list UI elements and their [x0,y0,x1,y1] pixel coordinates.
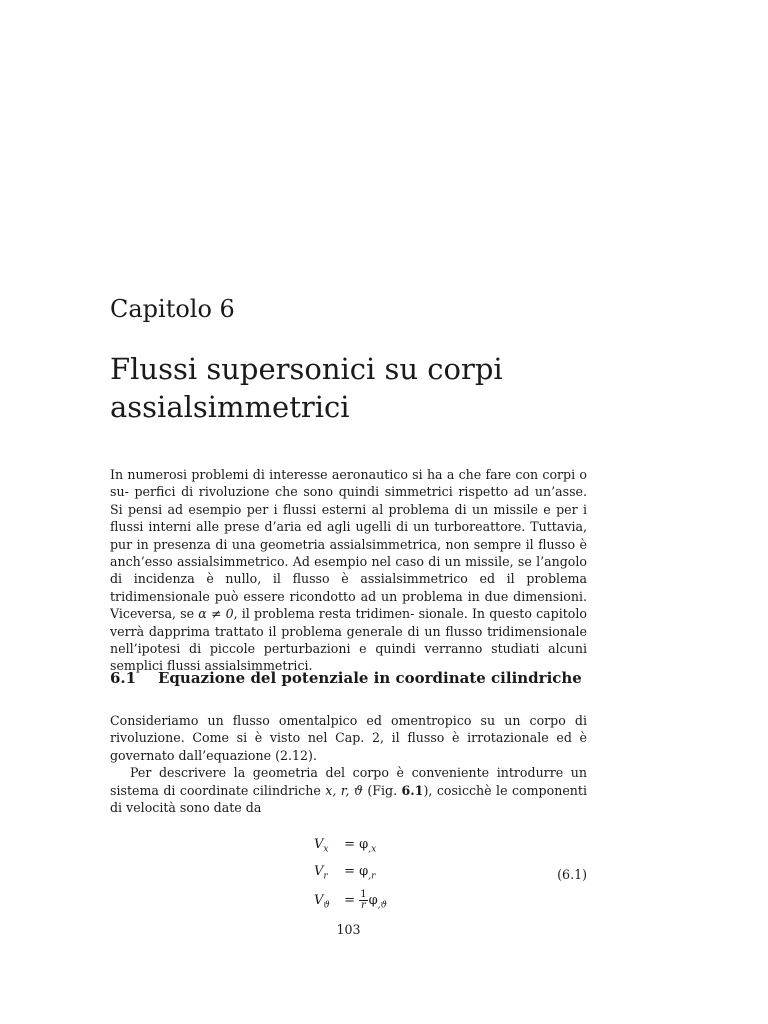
body-paragraph-1: Consideriamo un flusso omentalpico ed omentropico su un corpo di rivoluzione. Come si è visto nel Cap. 2, il flusso è irrotazionale ed è governato dall’equazione (2.12). [110,713,587,763]
section-heading [110,668,587,689]
eq-fraction [359,890,367,911]
frac-numerator: 1 [360,889,367,900]
equation-row-vtheta [314,890,387,912]
eq-lhs-sub: x [323,844,329,855]
section-body [110,712,587,816]
page [110,0,587,1024]
chapter-title: Flussi supersonici su corpi assialsimmetrici [110,352,503,424]
intro-line: prese d’aria ed agli ugelli di un turboreattore. Tuttavia, pur in presenza di una [110,519,587,552]
eq-rhs-sub: ,x [368,844,377,855]
body-paragraph-2 [110,764,587,816]
equation-row-vx [314,834,376,856]
intro-line: ad esempio per i flussi esterni al problema di un missile e per i flussi interni alle [110,501,587,535]
frac-denominator: r [360,900,366,911]
eq-lhs-sub: r [323,871,328,882]
intro-line: flusso tridimensionale nell’ipotesi di piccole perturbazioni e quindi verranno [110,623,587,657]
eq-lhs: V [314,837,324,852]
equation-row-vr [314,861,375,883]
intro-line: assialsimmetrico ed il problema tridimensionale può essere ricondotto ad un [110,571,587,604]
eq-equals: = [344,893,356,908]
eq-lhs: V [314,864,324,879]
equation-number: (6.1) [557,867,587,882]
body-text: ), cosicchè le componenti di velocità sono date da [110,782,587,816]
intro-paragraph [110,466,587,675]
body-text: Per descrivere la geometria del corpo è conveniente introdurre un sistema di coordinate cilindriche [110,765,587,798]
figure-reference[interactable]: 6.1 [401,782,424,798]
intro-line: Ad esempio nel caso di un missile, se l’angolo di incidenza è nullo, il flusso è [110,554,587,587]
inline-math-coords: x, r, ϑ [325,782,363,798]
eq-rhs: = φ [344,837,369,852]
inline-math-alpha: α ≠ 0 [198,606,234,622]
chapter-label: Capitolo 6 [110,295,235,323]
eq-rhs: φ [368,893,378,908]
page-number: 103 [336,922,361,937]
section-number: 6.1 [110,669,137,687]
eq-rhs: = φ [344,864,369,879]
eq-rhs-sub: ,ϑ [377,900,387,911]
eq-rhs-sub: ,r [368,871,376,882]
section-title: Equazione del potenziale in coordinate cilindriche [158,669,582,687]
intro-line: In numerosi problemi di interesse aeronautico si ha a che fare con corpi o su- [110,467,587,500]
intro-line: sionale. In questo capitolo verrà dapprima trattato il problema generale di un [110,606,587,639]
eq-lhs: V [314,893,324,908]
body-text: (Fig. [367,782,398,798]
intro-line: , il problema resta tridimen- [233,606,415,622]
intro-line: perfici di rivoluzione che sono quindi simmetrici rispetto ad un’asse. Si pensi [110,484,587,517]
intro-line: geometria assialsimmetrica, non sempre il flusso è anch’esso assialsimmetrico. [110,536,587,570]
eq-lhs-sub: ϑ [323,900,330,911]
intro-line: problema in due dimensioni. Viceversa, se [110,588,587,622]
intro-line: studiati alcuni semplici flussi assialsimmetrici. [110,641,587,674]
